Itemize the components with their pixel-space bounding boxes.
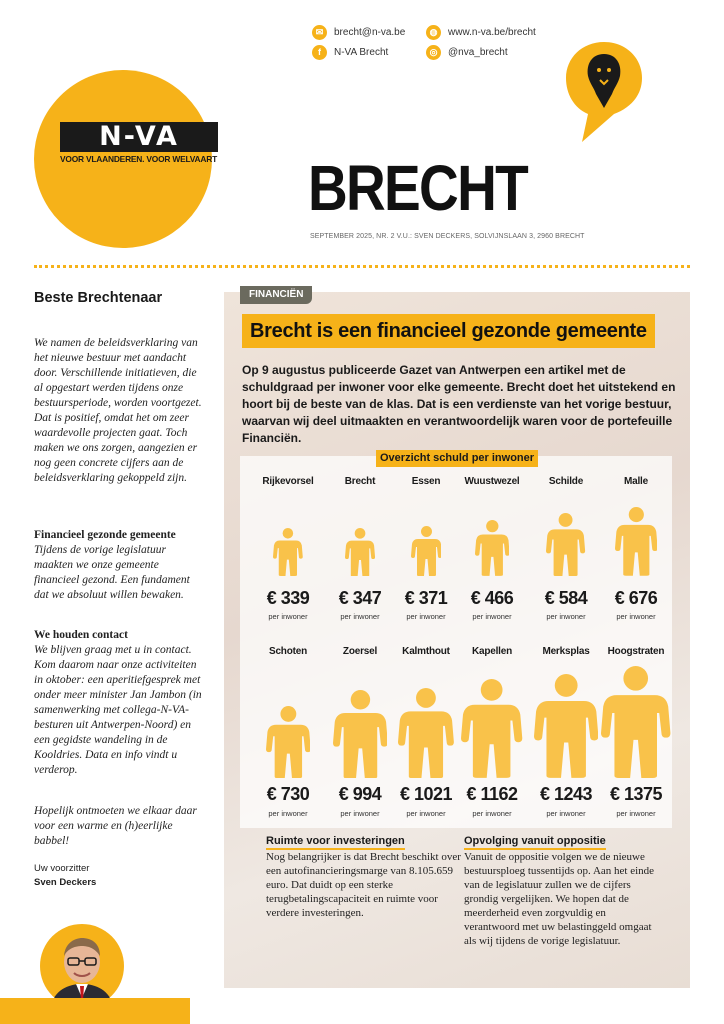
- portrait-figure: [40, 924, 124, 1008]
- facebook-icon: f: [312, 45, 327, 60]
- per-inhabitant-label: per inwoner: [268, 612, 308, 621]
- municipality-label: Kalmthout: [402, 646, 450, 657]
- section-1-text: Tijdens de vorige legislatuur maakten we onze gemeente financieel gezond. Een fundament dat we absoluut willen bewaken.: [34, 544, 190, 601]
- globe-icon: ◍: [426, 25, 441, 40]
- article-headline: Brecht is een financieel gezonde gemeente: [242, 314, 655, 348]
- instagram-icon: ◎: [426, 45, 441, 60]
- municipality-label: Zoersel: [342, 646, 378, 657]
- municipality-label: Schoten: [268, 646, 308, 657]
- section-2-title: We houden contact: [34, 629, 128, 641]
- municipality-label: Schilde: [548, 476, 584, 487]
- debt-amount-label: € 347: [338, 588, 382, 608]
- municipality-label: Hoogstraten: [607, 646, 665, 657]
- category-tag: FINANCIËN: [240, 286, 312, 304]
- per-inhabitant-label: per inwoner: [616, 809, 656, 818]
- per-inhabitant-label: per inwoner: [406, 809, 446, 818]
- debt-amount-label: € 730: [266, 784, 310, 804]
- debt-amount-label: € 371: [404, 588, 448, 608]
- signoff-label: Uw voorzitter: [34, 863, 90, 874]
- person-figure-mark: [333, 690, 388, 778]
- person-figure-mark: [398, 688, 454, 778]
- person-figure-mark: [273, 528, 303, 576]
- per-inhabitant-label: per inwoner: [546, 612, 586, 621]
- person-figure-mark: [475, 520, 510, 576]
- person-figure-mark: [615, 507, 658, 576]
- municipality-label: Essen: [411, 476, 441, 487]
- per-inhabitant-label: per inwoner: [340, 612, 380, 621]
- section-1-title: Financieel gezonde gemeente: [34, 529, 176, 541]
- contact-email-text: brecht@n-va.be: [334, 26, 406, 38]
- per-inhabitant-label: per inwoner: [616, 612, 656, 621]
- signoff-name: Sven Deckers: [34, 877, 97, 888]
- municipality-label: Merksplas: [542, 646, 590, 657]
- person-figure-mark: [411, 526, 442, 576]
- debt-amount-label: € 994: [338, 784, 382, 804]
- box-2-text: Vanuit de oppositie volgen we de nieuwe bestuursploeg tussentijds op. Aan het einde van de legislatuur zullen we de cijfers grondig vergelijken. We hopen dat de meerderheid even zorgvuldig en verantwoord met uw belastinggeld omgaat als wij tijdens de vorige legislatuur.: [464, 851, 655, 947]
- debt-amount-label: € 584: [544, 588, 588, 608]
- logo-wordmark: N-VA: [60, 122, 218, 152]
- person-figure-mark: [266, 706, 311, 778]
- debt-amount-label: € 1021: [399, 784, 453, 804]
- per-inhabitant-label: per inwoner: [340, 809, 380, 818]
- edition-info: SEPTEMBER 2025, NR. 2 V.U.: SVEN DECKERS, SOLVIJNSLAAN 3, 2960 BRECHT: [310, 233, 585, 240]
- letter-section-1: [34, 528, 204, 603]
- municipality-label: Malle: [623, 476, 648, 487]
- contact-facebook-text: N-VA Brecht: [334, 46, 389, 58]
- debt-amount-label: € 466: [470, 588, 514, 608]
- person-figure-mark: [461, 679, 522, 778]
- per-inhabitant-label: per inwoner: [472, 809, 512, 818]
- municipality-label: Brecht: [344, 476, 376, 487]
- contact-website-text: www.n-va.be/brecht: [448, 26, 536, 38]
- chairman-portrait: [40, 924, 124, 1008]
- chart-title: Overzicht schuld per inwoner: [376, 450, 538, 467]
- municipality-label: Wuustwezel: [464, 476, 520, 487]
- bottom-accent-bar: [0, 998, 190, 1024]
- debt-amount-label: € 1162: [466, 784, 518, 804]
- per-inhabitant-label: per inwoner: [546, 809, 586, 818]
- letter-section-2: [34, 628, 204, 778]
- person-figure-mark: [601, 666, 670, 778]
- per-inhabitant-label: per inwoner: [472, 612, 512, 621]
- mail-icon: ✉: [312, 25, 327, 40]
- box-1-title: Ruimte voor investeringen: [266, 834, 405, 850]
- letter-paragraph-1: We namen de beleidsverklaring van het nieuwe bestuur met aandacht door. Verschillende initiatieven, die al opgestart werden tijdens onze bestuursperiode, worden voortgezet. Dat is positief, omdat het om zeer waardevolle projecten gaat. Toch maken we ons zorgen, aangezien er nog geen concrete cijfers aan de beleidsverklaring gekoppeld zijn.: [34, 337, 202, 484]
- page-title: BRECHT: [308, 152, 528, 224]
- box-2-title: Opvolging vanuit oppositie: [464, 834, 606, 850]
- contact-website[interactable]: [426, 24, 536, 40]
- debt-amount-label: € 1375: [609, 784, 663, 804]
- contact-facebook[interactable]: [312, 44, 388, 60]
- contact-instagram[interactable]: [426, 44, 508, 60]
- person-figure-mark: [345, 528, 375, 576]
- logo-tagline: VOOR VLAANDEREN. VOOR WELVAART: [60, 154, 218, 164]
- letter-closing: Hopelijk ontmoeten we elkaar daar voor een warme en (h)eerlijke babbel!: [34, 805, 197, 847]
- debt-amount-label: € 339: [266, 588, 310, 608]
- section-2-text: We blijven graag met u in contact. Kom daarom naar onze activiteiten in oktober: een aperitiefgesprek met onder meer minister Jan Jambon (in samenwerking met collega-N-VA-besturen uit Antwerpen-Noord) en een gegidste wandeling in de Kooldries. Data en info vindt u verderop.: [34, 644, 202, 776]
- lion-speech-bubble-icon: [564, 38, 644, 148]
- municipality-label: Kapellen: [471, 646, 513, 657]
- per-inhabitant-label: per inwoner: [268, 809, 308, 818]
- per-inhabitant-label: per inwoner: [406, 612, 446, 621]
- municipality-label: Rijkevorsel: [262, 476, 314, 487]
- dotted-divider: [34, 265, 690, 268]
- box-1-text: Nog belangrijker is dat Brecht beschikt over een autofinancieringsmarge van 8.105.659 euro. Dat duidt op een sterke terugbetalingscapaciteit en ruimte voor verdere investeringen.: [266, 851, 461, 919]
- person-figure-mark: [546, 513, 585, 576]
- letter-heading: Beste Brechtenaar: [34, 290, 163, 306]
- contact-instagram-text: @nva_brecht: [448, 46, 508, 58]
- nva-logo: [60, 122, 220, 166]
- contact-email[interactable]: [312, 24, 405, 40]
- person-figure-mark: [534, 674, 598, 778]
- article-intro: Op 9 augustus publiceerde Gazet van Antwerpen een artikel met de schuldgraad per inwoner voor elke gemeente. Brecht doet het uitstekend en hoort bij de beste van de klas. Dat is een verdienste van het vorige bestuur, waarvan wij deel uitmaakten en verantwoordelijk waren voor de portefeuille Financiën.: [242, 363, 676, 445]
- debt-amount-label: € 676: [614, 588, 658, 608]
- signature: [34, 862, 96, 890]
- debt-amount-label: € 1243: [539, 784, 593, 804]
